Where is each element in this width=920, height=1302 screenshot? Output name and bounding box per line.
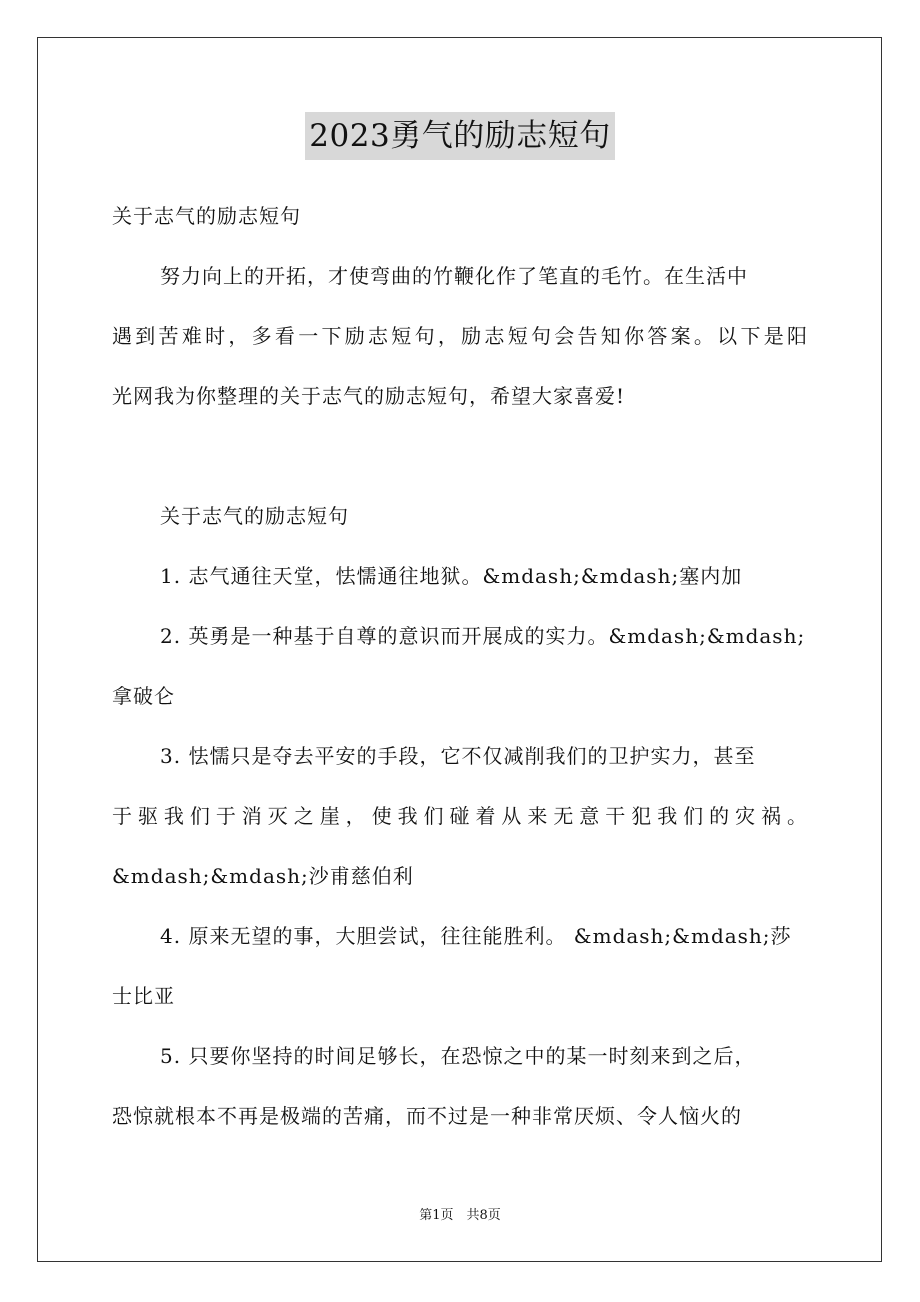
quote-4-line-2: 士比亚 [112,984,175,1008]
quote-3-line-3: &mdash;&mdash;沙甫慈伯利 [112,864,414,888]
section-heading: 关于志气的励志短句 [160,504,349,528]
quote-3-line-1: 3. 怯懦只是夺去平安的手段，它不仅减削我们的卫护实力，甚至 [160,744,756,768]
quote-2-line-1: 2. 英勇是一种基于自尊的意识而开展成的实力。&mdash;&mdash; [160,624,806,648]
intro-line-1: 努力向上的开拓，才使弯曲的竹鞭化作了笔直的毛竹。在生活中 [160,264,748,288]
intro-line-3: 光网我为你整理的关于志气的励志短句，希望大家喜爱! [112,384,626,408]
page-number: 第1页 共8页 [419,1208,501,1223]
intro-line-2: 遇到苦难时，多看一下励志短句，励志短句会告知你答案。以下是阳 [112,324,808,348]
quote-1-line-1: 1. 志气通往天堂，怯懦通往地狱。&mdash;&mdash;塞内加 [160,564,743,588]
document-title: 2023勇气的励志短句 [305,112,614,160]
document-title-block [0,112,920,160]
quote-4-line-1: 4. 原来无望的事，大胆尝试，往往能胜利。 &mdash;&mdash;莎 [160,924,792,948]
quote-3-line-2: 于驱我们于消灭之崖，使我们碰着从来无意干犯我们的灾祸。 [112,804,808,828]
quote-5-line-2: 恐惊就根本不再是极端的苦痛，而不过是一种非常厌烦、令人恼火的 [112,1104,742,1128]
subtitle: 关于志气的励志短句 [112,204,301,228]
quote-5-line-1: 5. 只要你坚持的时间足够长，在恐惊之中的某一时刻来到之后， [160,1044,756,1068]
quote-2-line-2: 拿破仑 [112,684,175,708]
